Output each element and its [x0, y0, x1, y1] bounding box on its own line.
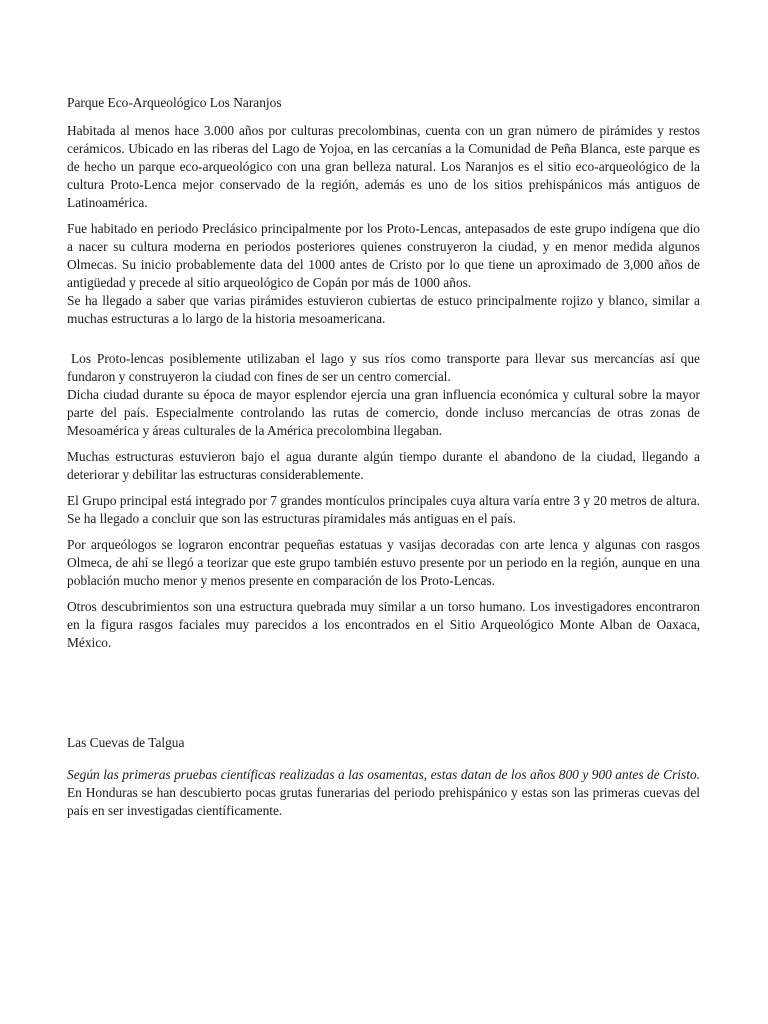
paragraph-5: Dicha ciudad durante su época de mayor esplendor ejercía una gran influencia económica y cultural sobre la mayor parte del país. Especialmente controlando las rutas de comercio, donde incluso mercancías de otras zonas de Mesoamérica y áreas culturales de la América precolombina llegaban. — [67, 387, 700, 438]
section-title-cuevas-de-talgua: Las Cuevas de Talgua — [67, 735, 185, 750]
paragraph-9: Otros descubrimientos son una estructura quebrada muy similar a un torso humano. Los investigadores encontraron en la figura rasgos faciales muy parecidos a los encontrados en el Sitio Arqueológico Monte Alban de Oaxaca, México. — [67, 599, 700, 650]
paragraph-talgua — [67, 766, 700, 820]
italic-lead-text: Según las primeras pruebas científicas realizadas a las osamentas, estas datan de los años 800 y 900 antes de Cristo. — [67, 767, 700, 782]
paragraph-talgua-rest: En Honduras se han descubierto pocas grutas funerarias del periodo prehispánico y estas son las primeras cuevas del país en ser investigadas científicamente. — [67, 785, 700, 818]
blank-space — [67, 660, 700, 734]
section-title-los-naranjos: Parque Eco-Arqueológico Los Naranjos — [67, 95, 282, 110]
paragraph-6: Muchas estructuras estuvieron bajo el agua durante algún tiempo durante el abandono de la ciudad, llegando a deteriorar y debilitar las estructuras considerablemente. — [67, 449, 700, 482]
document-content — [67, 94, 700, 828]
paragraph-8: Por arqueólogos se lograron encontrar pequeñas estatuas y vasijas decoradas con arte lenca y algunas con rasgos Olmeca, de ahí se llegó a teorizar que este grupo también estuvo presente por un periodo en la región, aunque en una población mucho menor y menos presente en comparación de los Proto-Lencas. — [67, 537, 700, 588]
paragraph-3: Se ha llegado a saber que varias pirámides estuvieron cubiertas de estuco principalmente rojizo y blanco, similar a muchas estructuras a lo largo de la historia mesoamericana. — [67, 293, 700, 326]
paragraph-2: Fue habitado en periodo Preclásico principalmente por los Proto-Lencas, antepasados de este grupo indígena que dio a nacer su cultura moderna en periodos posteriores quienes construyeron la ciudad, y en menor medida algunos Olmecas. Su inicio probablemente data del 1000 antes de Cristo por lo que tiene un aproximado de 3,000 años de antigüedad y precede al sitio arqueológico de Copán por más de 1000 años. — [67, 221, 700, 290]
paragraph-1: Habitada al menos hace 3.000 años por culturas precolombinas, cuenta con un gran número de pirámides y restos cerámicos. Ubicado en las riberas del Lago de Yojoa, en las cercanías a la Comunidad de Peña Blanca, este parque es de hecho un parque eco-arqueológico con una gran belleza natural. Los Naranjos es el sitio eco-arqueológico de la cultura Proto-Lenca mejor conservado de la región, además es uno de los sitios prehispánicos más antiguos de Latinoamérica. — [67, 123, 700, 210]
blank-line — [67, 336, 700, 350]
paragraph-4: Los Proto-lencas posiblemente utilizaban el lago y sus ríos como transporte para llevar sus mercancías así que fundaron y construyeron la ciudad con fines de ser un centro comercial. — [67, 351, 700, 384]
paragraph-7: El Grupo principal está integrado por 7 grandes montículos principales cuya altura varía entre 3 y 20 metros de altura. Se ha llegado a concluir que son las estructuras piramidales más antiguas en el país. — [67, 493, 700, 526]
